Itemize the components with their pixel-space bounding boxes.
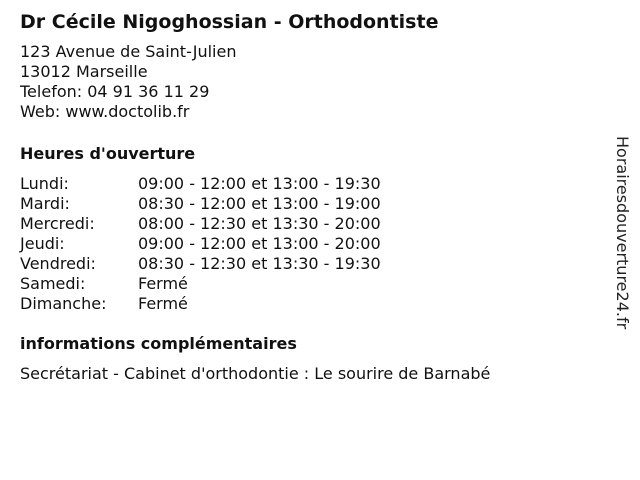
additional-info-heading: informations complémentaires bbox=[20, 334, 297, 353]
hours-value: 08:30 - 12:00 et 13:00 - 19:00 bbox=[138, 194, 381, 213]
opening-hours-table bbox=[20, 174, 610, 314]
hours-row-sunday bbox=[20, 294, 610, 314]
day-label: Mardi: bbox=[20, 194, 70, 213]
opening-hours-heading: Heures d'ouverture bbox=[20, 144, 196, 163]
day-label: Lundi: bbox=[20, 174, 69, 193]
page-title: Dr Cécile Nigoghossian - Orthodontiste bbox=[20, 11, 439, 33]
hours-row-monday bbox=[20, 174, 610, 194]
hours-value: Fermé bbox=[138, 294, 188, 313]
hours-row-wednesday bbox=[20, 214, 610, 234]
hours-row-thursday bbox=[20, 234, 610, 254]
hours-value: Fermé bbox=[138, 274, 188, 293]
hours-row-saturday bbox=[20, 274, 610, 294]
business-card bbox=[20, 10, 610, 384]
site-watermark: Horairesdouverture24.fr bbox=[613, 136, 632, 330]
hours-row-friday bbox=[20, 254, 610, 274]
address-block bbox=[20, 42, 610, 122]
day-label: Dimanche: bbox=[20, 294, 107, 313]
city-postcode: 13012 Marseille bbox=[20, 62, 148, 81]
day-label: Samedi: bbox=[20, 274, 86, 293]
website: Web: www.doctolib.fr bbox=[20, 102, 190, 121]
additional-info-text: Secrétariat - Cabinet d'orthodontie : Le sourire de Barnabé bbox=[20, 364, 491, 383]
hours-value: 08:00 - 12:30 et 13:30 - 20:00 bbox=[138, 214, 381, 233]
hours-row-tuesday bbox=[20, 194, 610, 214]
phone-number: Telefon: 04 91 36 11 29 bbox=[20, 82, 210, 101]
day-label: Mercredi: bbox=[20, 214, 95, 233]
hours-value: 09:00 - 12:00 et 13:00 - 20:00 bbox=[138, 234, 381, 253]
hours-value: 09:00 - 12:00 et 13:00 - 19:30 bbox=[138, 174, 381, 193]
hours-value: 08:30 - 12:30 et 13:30 - 19:30 bbox=[138, 254, 381, 273]
street-address: 123 Avenue de Saint-Julien bbox=[20, 42, 237, 61]
day-label: Jeudi: bbox=[20, 234, 65, 253]
day-label: Vendredi: bbox=[20, 254, 96, 273]
